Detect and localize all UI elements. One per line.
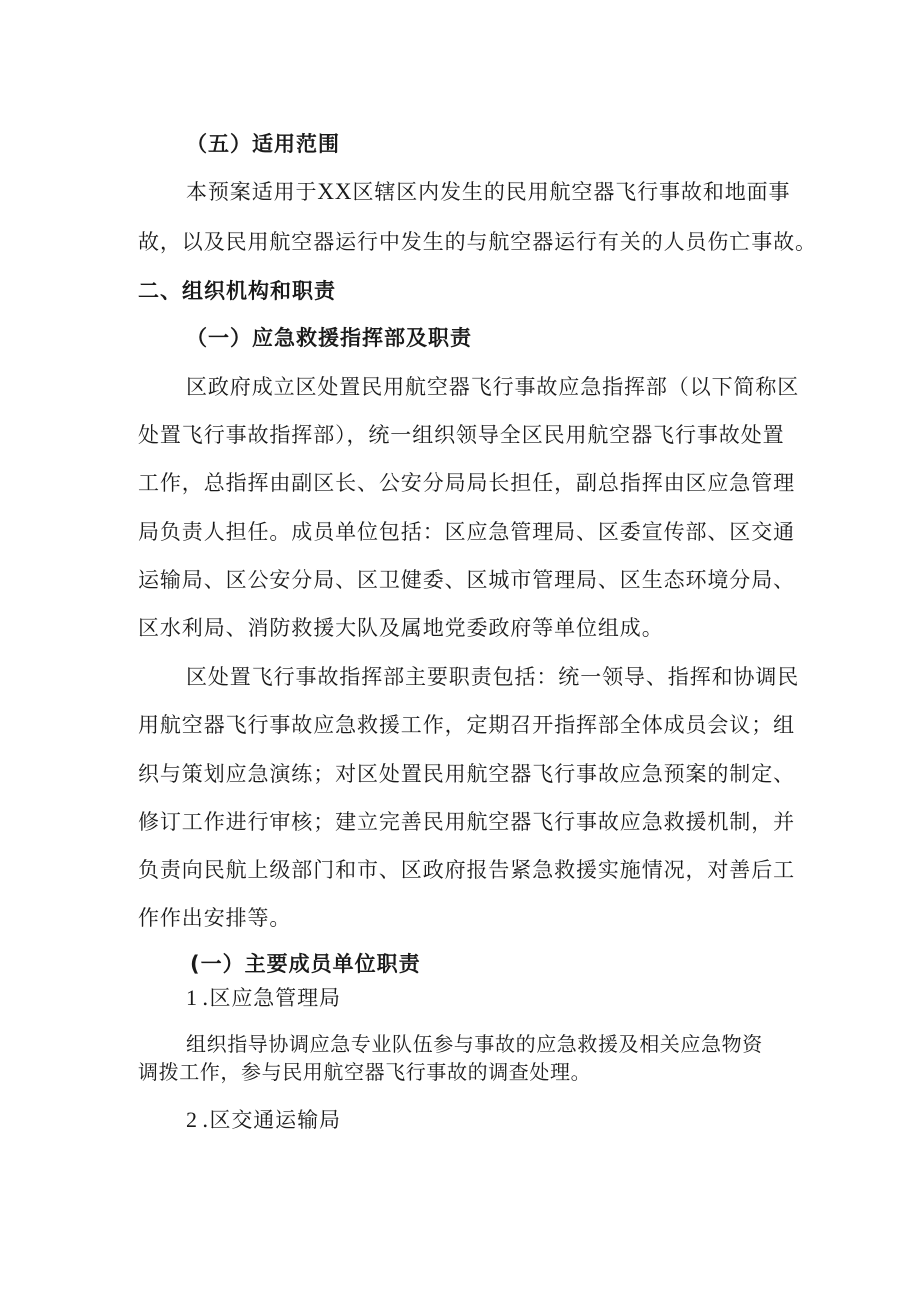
item-1-number: 1 — [186, 985, 198, 1010]
scope-text-post: 区辖区内发生的民用航空器飞行事故和地面事 — [352, 180, 791, 204]
duties-paragraph-line: 作作出安排等。 — [138, 906, 292, 930]
item-2-number: 2 — [186, 1107, 198, 1132]
item-1-label: .区应急管理局 — [201, 986, 341, 1010]
heading-member-duties: (一）主要成员单位职责 — [190, 952, 421, 976]
item-2-label: .区交通运输局 — [201, 1108, 341, 1132]
heading-command-center: （一）应急救援指挥部及职责 — [186, 326, 472, 350]
command-paragraph-line: 处置飞行事故指挥部），统一组织领导全区民用航空器飞行事故处置 — [138, 423, 785, 447]
item-1-title — [186, 984, 798, 1012]
scope-paragraph-line-1 — [186, 178, 798, 206]
item-1-paragraph-line: 组织指导协调应急专业队伍参与事故的应急救援及相关应急物资 — [186, 1032, 763, 1056]
scope-text-pre: 本预案适用于 — [186, 180, 318, 204]
item-2-title — [186, 1106, 798, 1134]
command-paragraph-line: 区水利局、消防救援大队及属地党委政府等单位组成。 — [138, 616, 664, 640]
command-paragraph-line: 局负责人担任。成员单位包括：区应急管理局、区委宣传部、区交通 — [138, 520, 795, 544]
heading-organization: 二、组织机构和职责 — [138, 279, 336, 303]
item-1-paragraph-line: 调拨工作，参与民用航空器飞行事故的调查处理。 — [138, 1060, 592, 1084]
command-paragraph-line: 运输局、区公安分局、区卫健委、区城市管理局、区生态环境分局、 — [138, 568, 795, 592]
duties-paragraph-line: 区处置飞行事故指挥部主要职责包括：统一领导、指挥和协调民 — [186, 665, 800, 689]
scope-text-xx: XX — [317, 179, 353, 204]
command-paragraph-line: 区政府成立区处置民用航空器飞行事故应急指挥部（以下简称区 — [186, 375, 800, 399]
duties-paragraph-line: 修订工作进行审核；建立完善民用航空器飞行事故应急救援机制，并 — [138, 810, 795, 834]
duties-paragraph-line: 用航空器飞行事故应急救援工作，定期召开指挥部全体成员会议；组 — [138, 713, 795, 737]
duties-paragraph-line: 织与策划应急演练；对区处置民用航空器飞行事故应急预案的制定、 — [138, 762, 795, 786]
duties-paragraph-line: 负责向民航上级部门和市、区政府报告紧急救援实施情况，对善后工 — [138, 858, 795, 882]
command-paragraph-line: 工作，总指挥由副区长、公安分局局长担任，副总指挥由区应急管理 — [138, 471, 795, 495]
scope-paragraph-line-2: 故，以及民用航空器运行中发生的与航空器运行有关的人员伤亡事故。 — [138, 230, 817, 254]
heading-scope: （五）适用范围 — [186, 132, 340, 156]
